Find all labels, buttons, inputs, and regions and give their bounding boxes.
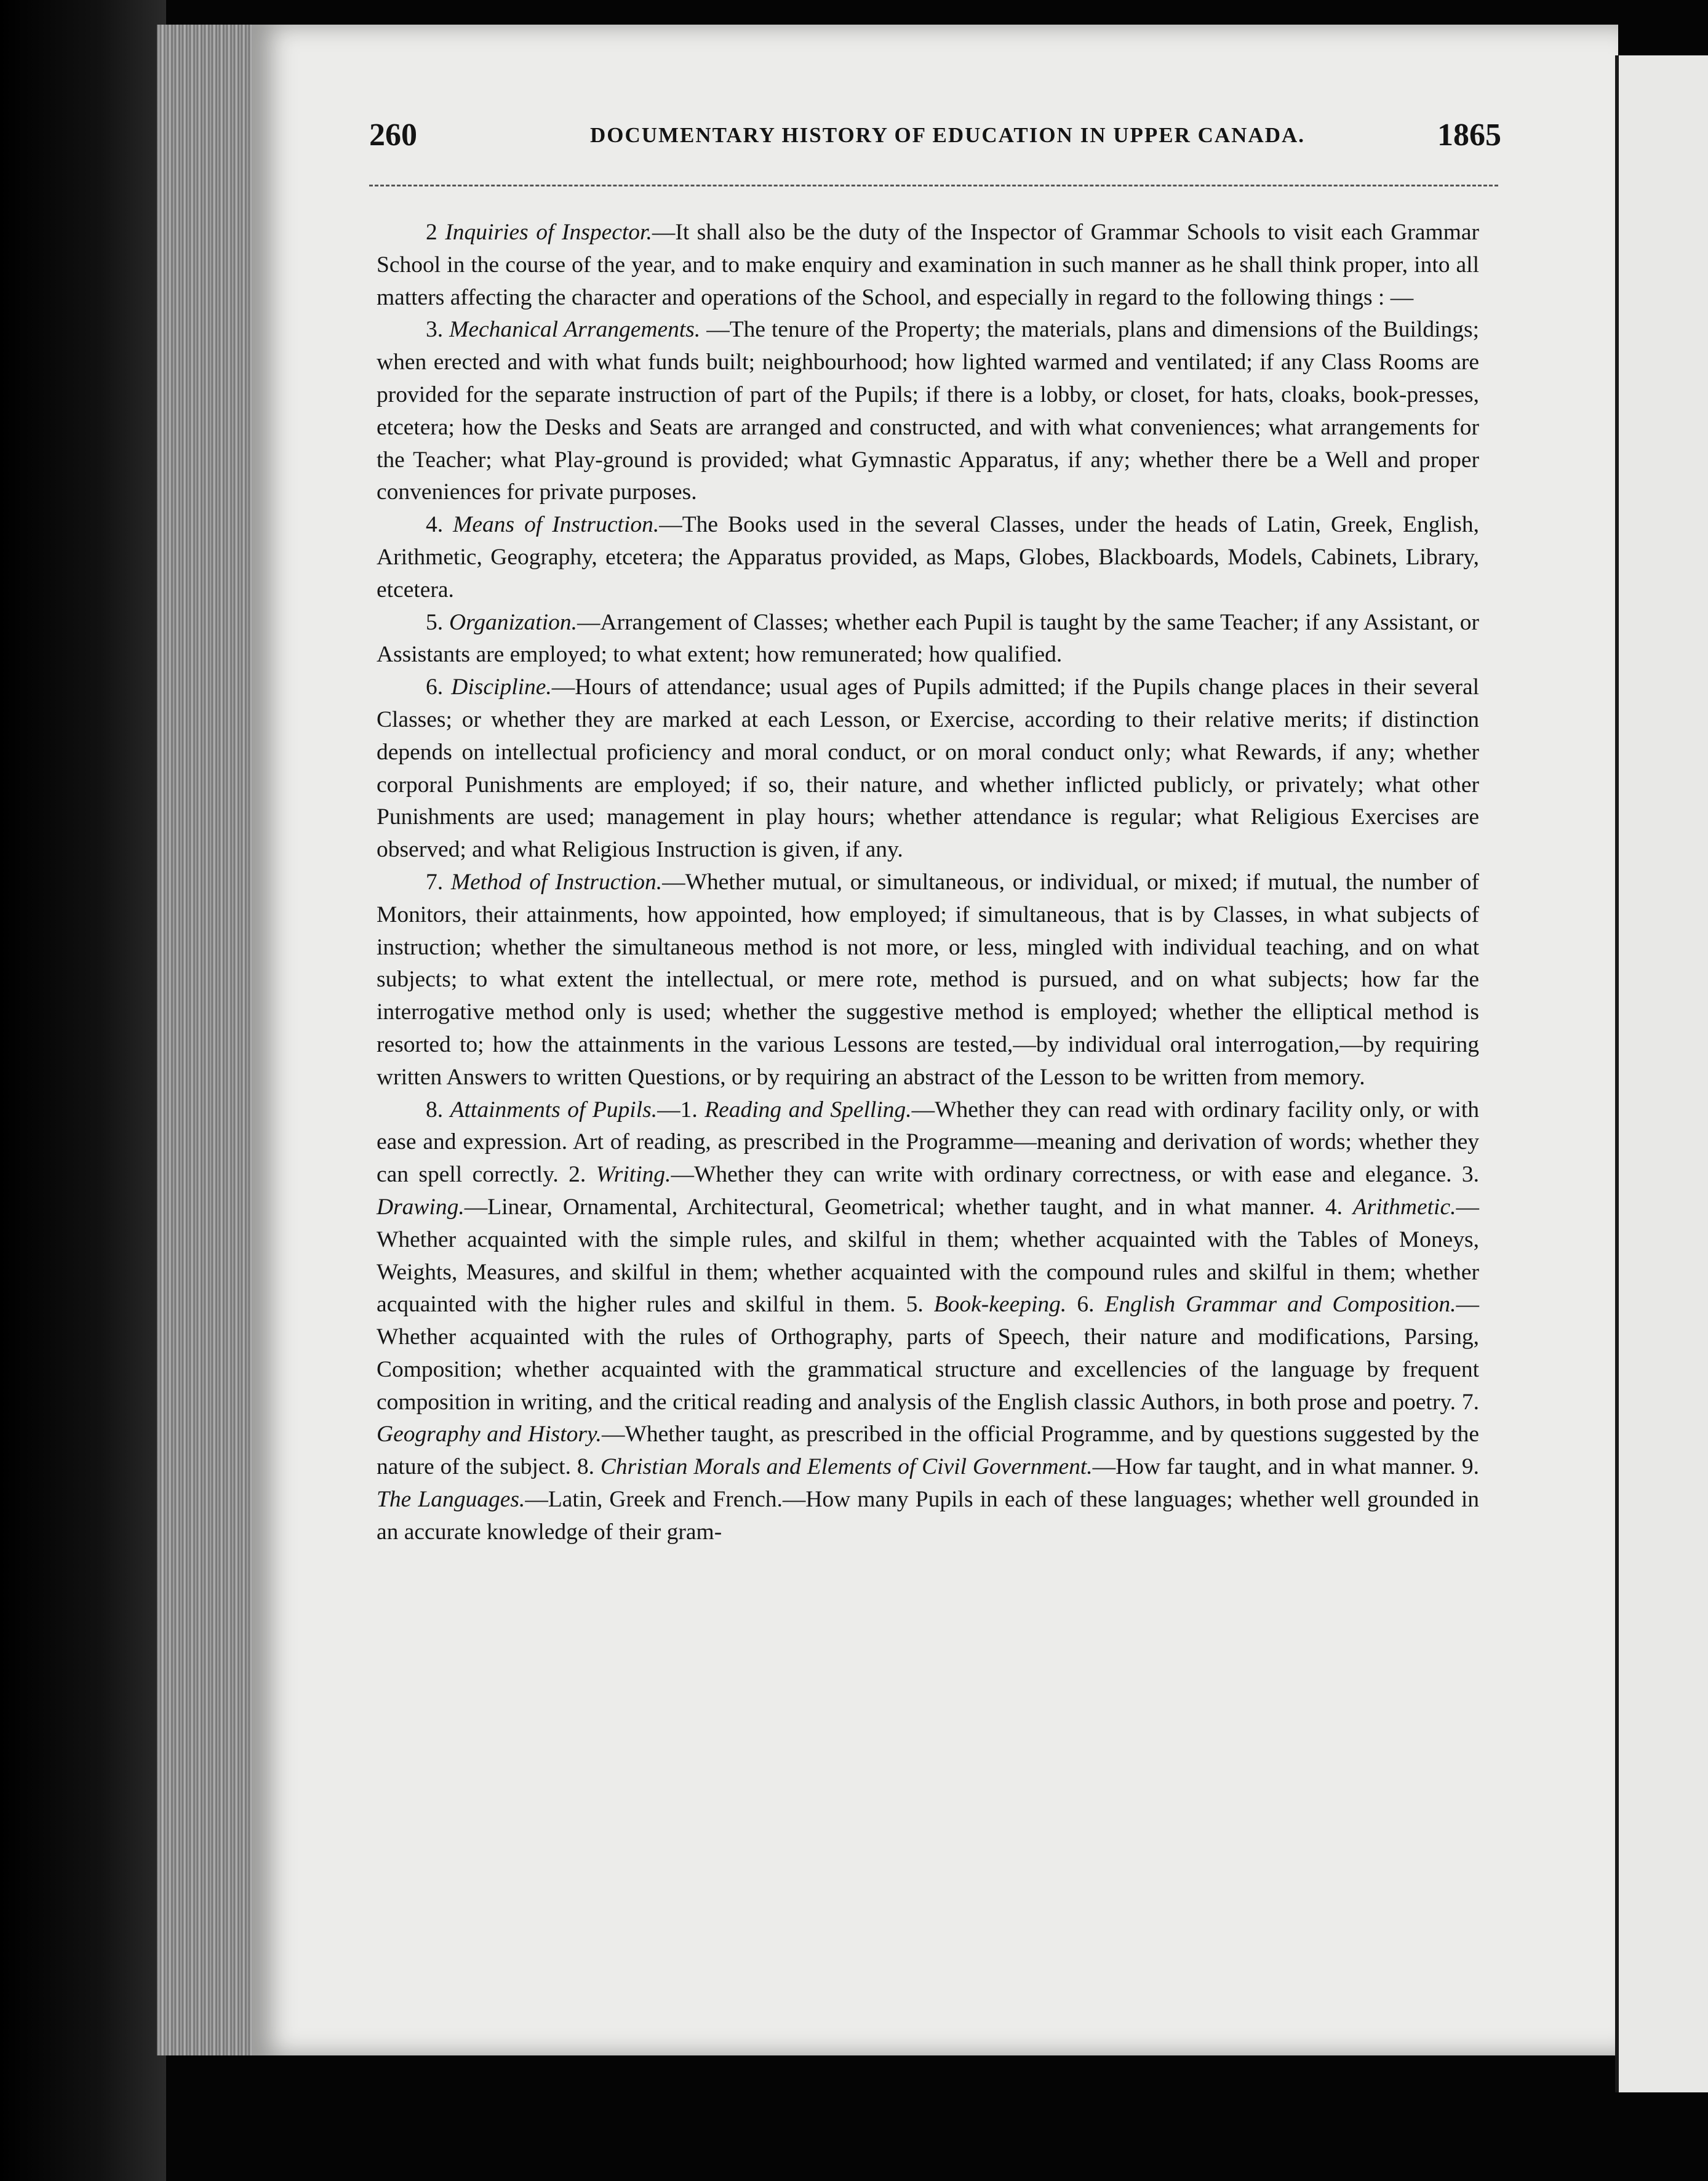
subheading-italic: English Grammar and Composition. (1104, 1292, 1456, 1318)
segment-text: —Whether acquainted with the simple rules, and skilful in them; whether acquainted with the Tables of Moneys, Weights, Measures, and skilful in them; whether acquainted with the compound rules and skilful in them; whether acquainted with the higher rules and skilful in them. 5. (377, 1194, 1479, 1318)
segment-text: 6. (1066, 1292, 1105, 1318)
paragraph-text: —The tenure of the Property; the materials, plans and dimensions of the Buildings; when erected and with what funds built; neighbourhood; how lighted warmed and ventilated; if any Class Rooms are provided for the separate instruction of part of the Pupils; if there is a lobby, or closet, for hats, cloaks, book-presses, etcetera; how the Desks and Seats are arranged and constructed, and with what conveniences; what arrangements for the Teacher; what Play-ground is provided; what Gymnastic Apparatus, if any; whether there be a Well and proper conveniences for private purposes. (377, 317, 1479, 505)
paragraph-number: 3. (426, 317, 444, 343)
paragraph-number: 8. (426, 1097, 444, 1123)
segment-text: —Whether they can write with ordinary correctness, or with ease and elegance. 3. (671, 1162, 1479, 1188)
subheading-italic: The Languages. (377, 1487, 525, 1513)
paragraph-number: 6. (426, 674, 444, 700)
page-edges (157, 25, 261, 2055)
paragraph-text: —Whether mutual, or simultaneous, or individual, or mixed; if mutual, the number of Monitors, their attainments, how appointed, how employed; if simultaneous, that is by Classes, in what subjects of instruction; whether the simultaneous method is not more, or less, mingled with individual teaching, and on what subjects; to what extent the intellectual, or mere rote, method is pursued, and on what subjects; how far the interrogative method only is used; whether the suggestive method is employed; whether the elliptical method is resorted to; how the attainments in the various Lessons are tested,—by individual oral interrogation,—by requiring written Answers to written Questions, or by requiring an abstract of the Lesson to be written from memory. (377, 869, 1480, 1090)
segment-text: —Linear, Ornamental, Architectural, Geometrical; whether taught, and in what manner. 4. (464, 1194, 1353, 1220)
segment-text: —Whether acquainted with the rules of Orthography, parts of Speech, their nature and modifications, Parsing, Composition; whether acquainted with the grammatical structure and excellencies of the language by frequent composition in writing, and the critical reading and analysis of the English classic Authors, in both prose and poetry. 7. (377, 1292, 1479, 1415)
paragraph-6 (377, 671, 1479, 866)
segment-text: —Whether they can read with ordinary facility only, or with ease and expression. Art of reading, as prescribed in the Programme—meaning and derivation of words; whether they can spell correctly. 2. (377, 1097, 1480, 1188)
paragraph-5 (377, 607, 1479, 672)
subheading-italic: Geography and History. (377, 1422, 602, 1447)
paragraph-3 (377, 314, 1479, 509)
header-year: 1865 (1437, 118, 1501, 153)
subheading-italic: Writing. (596, 1162, 671, 1188)
paragraph-text: —It shall also be the duty of the Inspector of Grammar Schools to visit each Grammar School in the course of the year, and to make enquiry and examination in such manner as he shall think proper, into all matters affecting the character and operations of the School, and especially in regard to the following things : — (377, 220, 1479, 310)
running-title: DOCUMENTARY HISTORY OF EDUCATION IN UPPER CANADA. (589, 123, 1306, 147)
paragraph-text: —Arrangement of Classes; whether each Pupil is taught by the same Teacher; if any Assistant, or Assistants are employed; to what extent; how remunerated; how qualified. (377, 609, 1479, 668)
paragraph-heading: Method of Instruction. (450, 869, 663, 895)
paragraph-heading: Means of Instruction. (453, 512, 660, 538)
paragraph-2 (377, 217, 1479, 314)
running-header (369, 117, 1501, 166)
paragraph-number: 7. (426, 869, 444, 895)
segment-text: —How far taught, and in what manner. 9. (1092, 1454, 1479, 1480)
paragraph-number: 2 (426, 220, 437, 245)
paragraph-7 (377, 866, 1479, 1094)
subheading-italic: Book-keeping. (933, 1292, 1067, 1318)
paragraph-text: —The Books used in the several Classes, under the heads of Latin, Greek, English, Arithmetic, Geography, etcetera; the Apparatus provided, as Maps, Globes, Blackboards, Models, Cabinets, Library, etcetera. (377, 512, 1479, 602)
subheading-italic: Arithmetic. (1352, 1194, 1456, 1220)
paragraph-heading: Discipline. (451, 674, 552, 700)
subheading-italic: Drawing. (377, 1194, 465, 1220)
paragraph-heading: Mechanical Arrangements. (449, 317, 701, 343)
body-text (377, 217, 1479, 1549)
paragraph-8 (377, 1094, 1479, 1549)
paragraph-number: 4. (426, 512, 444, 538)
paragraph-4 (377, 509, 1479, 606)
page-number: 260 (369, 118, 417, 153)
segment-text: —1. (657, 1097, 705, 1123)
header-rule (369, 185, 1498, 186)
subheading-italic: Reading and Spelling. (704, 1097, 912, 1123)
paragraph-heading: Inquiries of Inspector. (445, 220, 652, 245)
paragraph-number: 5. (426, 609, 444, 635)
facing-page-edge (1615, 55, 1708, 2092)
paragraph-text: —Hours of attendance; usual ages of Pupils admitted; if the Pupils change places in their several Classes; or whether they are marked at each Lesson, or Exercise, according to their relative merits; if distinction depends on intellectual proficiency and moral conduct, or on moral conduct only; what Rewards, if any; whether corporal Punishments are employed; if so, their nature, and whether inflicted publicly, or privately; what other Punishments are used; management in play hours; whether attendance is regular; what Religious Exercises are observed; and what Religious Instruction is given, if any. (377, 674, 1480, 863)
subheading-italic: Christian Morals and Elements of Civil Government. (600, 1454, 1093, 1480)
segment-text: —Latin, Greek and French.—How many Pupils in each of these languages; whether well grounded in an accurate knowledge of their gram- (377, 1487, 1479, 1545)
scan-border-left (0, 0, 166, 2181)
paragraph-segments (377, 1097, 1479, 1545)
paragraph-heading: Attainments of Pupils. (450, 1097, 658, 1123)
paragraph-heading: Organization. (449, 609, 577, 635)
segment-text: —Whether taught, as prescribed in the official Programme, and by questions suggested by the nature of the subject. 8. (377, 1422, 1479, 1480)
